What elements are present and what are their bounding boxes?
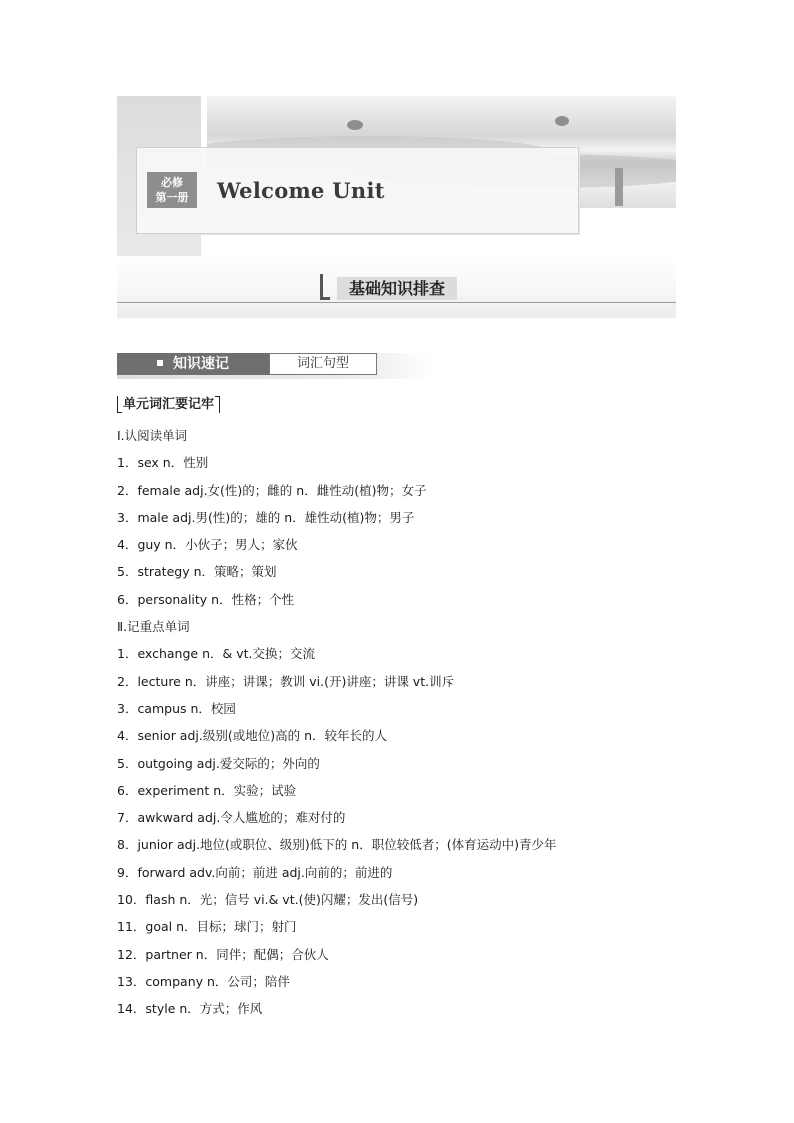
vocab-entry — [117, 916, 677, 943]
entry-text: male adj.男(性)的；雄的 n．雄性动(植)物；男子 — [137, 509, 415, 525]
entry-text: forward adv.向前；前进 adj.向前的；前进的 — [137, 864, 393, 880]
section-divider — [117, 302, 676, 303]
tree-icon — [347, 120, 363, 130]
entry-text: campus n．校园 — [137, 700, 236, 716]
entry-text: guy n．小伙子；男人；家伙 — [137, 537, 298, 553]
entry-text: junior adj.地位(或职位、级别)低下的 n．职位较低者；(体育运动中)青少年 — [137, 837, 557, 853]
vocab-subheading: 单元词汇要记牢 — [117, 396, 220, 414]
title-card — [136, 147, 579, 234]
entry-text: lecture n．讲座；讲课；教训 vi.(开)讲座；讲课 vt.训斥 — [137, 673, 455, 689]
vocab-entry — [117, 862, 677, 889]
entry-text: experiment n．实验；试验 — [137, 782, 297, 798]
book-corner-icon — [320, 274, 330, 300]
entry-text: sex n．性别 — [137, 455, 209, 471]
entry-number: 5． — [117, 755, 138, 771]
tree-icon — [555, 116, 569, 126]
entry-number: 5． — [117, 564, 138, 580]
entry-text: flash n．光；信号 vi.& vt.(使)闪耀；发出(信号) — [145, 892, 419, 908]
entry-number: 6． — [117, 591, 138, 607]
entry-number: 13． — [117, 973, 146, 989]
entry-number: 2． — [117, 482, 138, 498]
vocab-entry — [117, 698, 677, 725]
vocab-entry — [117, 643, 677, 670]
entry-number: 14． — [117, 1001, 146, 1017]
entry-number: 3． — [117, 509, 138, 525]
section-header — [117, 256, 676, 318]
vocab-entry — [117, 944, 677, 971]
entry-text: strategy n．策略；策划 — [137, 564, 277, 580]
entry-number: 3． — [117, 700, 138, 716]
entry-number: 4． — [117, 537, 138, 553]
entry-number: 9． — [117, 864, 138, 880]
entry-text: style n．方式；作风 — [145, 1001, 263, 1017]
entry-text: goal n．目标；球门；射门 — [145, 919, 297, 935]
unit-banner — [117, 96, 676, 256]
entry-number: 10． — [117, 892, 146, 908]
book-badge-line2: 第一册 — [155, 191, 189, 204]
entry-text: female adj.女(性)的；雌的 n．雌性动(植)物；女子 — [137, 482, 427, 498]
square-bullet-icon — [157, 360, 163, 366]
entry-text: partner n．同伴；配偶；合伙人 — [145, 946, 329, 962]
entry-number: 1． — [117, 455, 138, 471]
entry-text: company n．公司；陪伴 — [145, 973, 290, 989]
entry-number: 11． — [117, 919, 146, 935]
tab-knowledge-notes[interactable]: 知识速记 — [117, 353, 269, 375]
vocab-entry — [117, 725, 677, 752]
section-title: 基础知识排查 — [337, 277, 457, 300]
vocab-entry — [117, 889, 677, 916]
entry-text: senior adj.级别(或地位)高的 n．较年长的人 — [137, 728, 388, 744]
entry-text: personality n．性格；个性 — [137, 591, 295, 607]
entry-number: 2． — [117, 673, 138, 689]
vocab-entry — [117, 834, 677, 861]
vocab-entry — [117, 780, 677, 807]
entry-text: outgoing adj.爱交际的；外向的 — [137, 755, 320, 771]
entry-number: 6． — [117, 782, 138, 798]
vocab-entry — [117, 452, 677, 479]
book-badge-line1: 必修 — [161, 176, 183, 189]
vocab-entry — [117, 534, 677, 561]
vocab-group-title: Ⅱ.记重点单词 — [117, 619, 190, 635]
vocab-entry — [117, 589, 677, 616]
vocab-entry — [117, 507, 677, 534]
unit-title: Welcome Unit — [217, 178, 385, 203]
entry-text: awkward adj.令人尴尬的；难对付的 — [137, 810, 346, 826]
entry-number: 12． — [117, 946, 146, 962]
book-badge — [147, 172, 197, 208]
vocab-entry — [117, 998, 677, 1025]
pagoda-icon — [615, 168, 623, 206]
entry-number: 4． — [117, 728, 138, 744]
entry-number: 1． — [117, 646, 138, 662]
vocab-list — [117, 425, 677, 1026]
vocab-entry — [117, 753, 677, 780]
vocab-entry — [117, 480, 677, 507]
tab-vocabulary-sentences[interactable]: 词汇句型 — [269, 353, 377, 375]
vocab-group-title: Ⅰ.认阅读单词 — [117, 428, 188, 443]
vocab-entry — [117, 671, 677, 698]
vocab-entry — [117, 971, 677, 998]
tab-bar — [117, 353, 431, 379]
entry-text: exchange n．& vt.交换；交流 — [137, 646, 315, 662]
entry-number: 8． — [117, 837, 138, 853]
vocab-entry — [117, 807, 677, 834]
vocab-entry — [117, 561, 677, 588]
entry-number: 7． — [117, 810, 138, 826]
